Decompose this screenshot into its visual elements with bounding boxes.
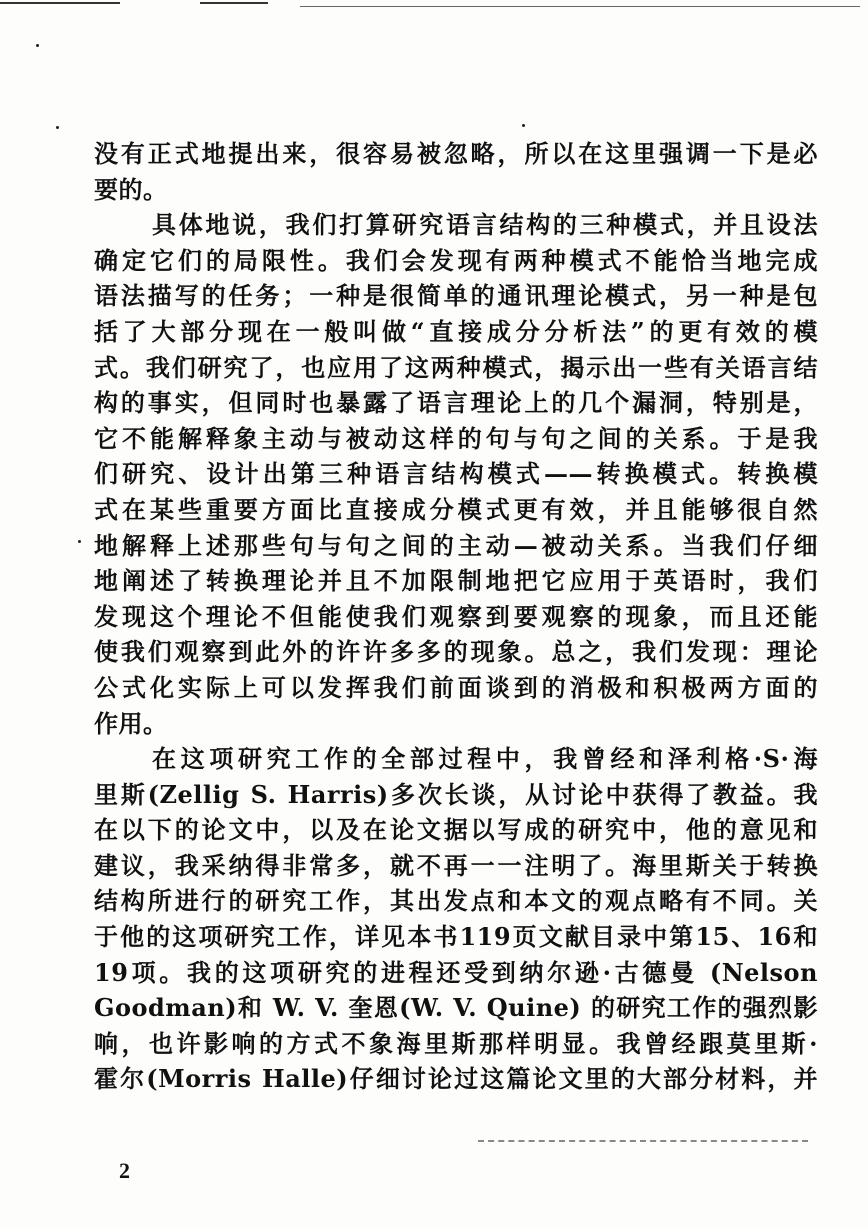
text-line: 要的。 (94, 174, 168, 204)
text-line: 于他的这项研究工作，详见本书119页文献目录中第15、16和 (94, 922, 818, 952)
body-text (94, 136, 818, 1097)
scan-speck (56, 126, 59, 129)
text-line: 具体地说，我们打算研究语言结构的三种模式，并且设法 (152, 210, 818, 240)
scan-speck (36, 44, 39, 47)
text-line: 没有正式地提出来，很容易被忽略，所以在这里强调一下是必 (94, 139, 818, 168)
text-line: 构的事实，但同时也暴露了语言理论上的几个漏洞，特别是， (94, 388, 818, 418)
text-line: 它不能解释象主动与被动这样的句与句之间的关系。于是我 (94, 423, 818, 453)
scan-edge-mark (300, 6, 860, 7)
text-line: 响，也许影响的方式不象海里斯那样明显。我曾经跟莫里斯· (94, 1028, 818, 1058)
page-number: 2 (119, 1158, 130, 1183)
text-line: 式在某些重要方面比直接成分模式更有效，并且能够很自然 (94, 494, 818, 524)
text-line: 确定它们的局限性。我们会发现有两种模式不能恰当地完成 (94, 245, 818, 275)
text-line: 里斯(Zellig S. Harris)多次长谈，从讨论中获得了教益。我 (94, 779, 818, 809)
scan-edge-mark (0, 2, 120, 4)
text-line: 在这项研究工作的全部过程中，我曾经和泽利格·S·海 (152, 744, 818, 774)
text-line: 括了大部分现在一般叫做“直接成分分析法”的更有效的模 (94, 316, 818, 346)
text-line: 使我们观察到此外的许许多多的现象。总之，我们发现：理论 (94, 637, 818, 667)
text-line: 结构所进行的研究工作，其出发点和本文的观点略有不同。关 (94, 886, 818, 916)
scan-edge-mark (200, 2, 268, 4)
scan-speck (78, 540, 81, 543)
scan-edge-mark (478, 1140, 808, 1142)
text-line: 19项。我的这项研究的进程还受到纳尔逊·古德曼 (Nelson (94, 957, 818, 987)
text-line: 公式化实际上可以发挥我们前面谈到的消极和积极两方面的 (94, 672, 818, 702)
text-line: 霍尔(Morris Halle)仔细讨论过这篇论文里的大部分材料，并 (94, 1064, 818, 1094)
text-line: 语法描写的任务；一种是很简单的通讯理论模式，另一种是包 (94, 281, 818, 311)
text-line: Goodman)和 W. V. 奎恩(W. V. Quine) 的研究工作的强烈影 (94, 993, 818, 1023)
text-line: 们研究、设计出第三种语言结构模式——转换模式。转换模 (94, 459, 818, 489)
text-line: 式。我们研究了，也应用了这两种模式，揭示出一些有关语言结 (94, 352, 818, 382)
text-line: 建议，我采纳得非常多，就不再一一注明了。海里斯关于转换 (94, 850, 818, 880)
text-line: 发现这个理论不但能使我们观察到要观察的现象，而且还能 (94, 601, 818, 631)
text-line: 地解释上述那些句与句之间的主动—被动关系。当我们仔细 (94, 530, 818, 560)
text-line: 作用。 (94, 708, 168, 738)
scan-speck (522, 124, 525, 127)
text-line: 地阐述了转换理论并且不加限制地把它应用于英语时，我们 (94, 566, 818, 596)
text-line: 在以下的论文中，以及在论文据以写成的研究中，他的意见和 (94, 815, 818, 845)
